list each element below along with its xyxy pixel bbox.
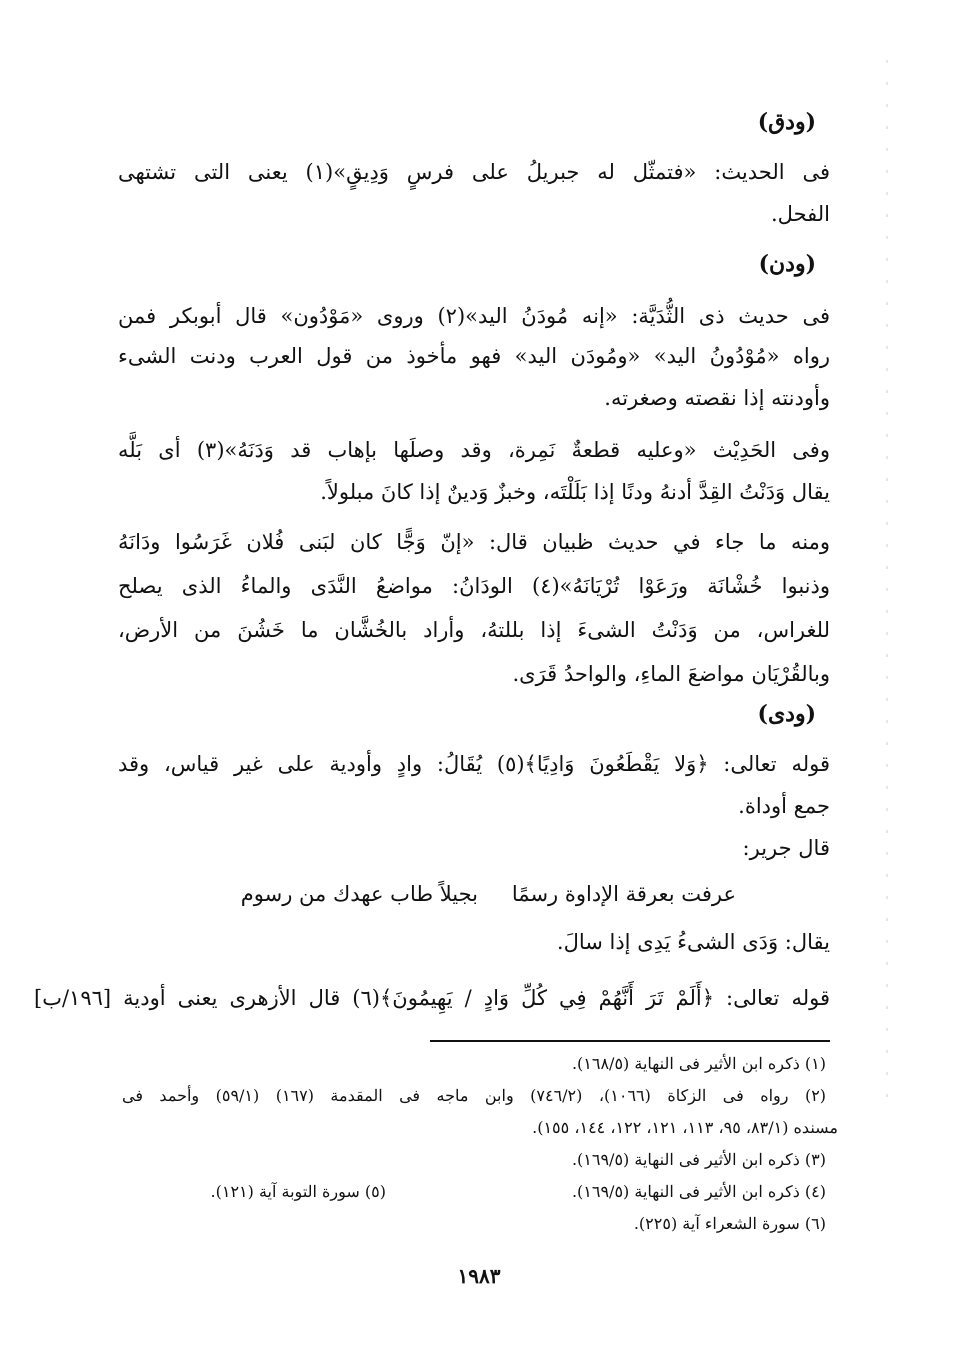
footnote-3: (٣) ذكره ابن الأثير فى النهاية (١٦٩/٥).	[571, 1150, 826, 1169]
poem-hemistich-right: عرفت بعرقة الإداوة رسمًا	[511, 882, 736, 906]
page-number: ١٩٨٣	[457, 1264, 501, 1288]
footnote-6: (٦) سورة الشعراء آية (٢٢٥).	[633, 1214, 826, 1233]
text-line: وفى الحَدِيْث «وعليه قطعةٌ نَمِرة، وقد وصلَها بإهاب قد وَدَنَهُ»(٣) أى بَلَّه	[118, 438, 830, 462]
text-line: يقال وَدَنْتُ القِدَّ أدنهُ ودنًا إذا بَلَلْتَه، وخبزٌ وَدينٌ إذا كانَ مبلولاً.	[320, 480, 830, 504]
text-line: فى الحديث: «فتمثّل له جبريلُ على فرسٍ وَدِيقٍ»(١) يعنى التى تشتهى	[118, 160, 830, 184]
text-line: رواه «مُوْدُونُ اليد» «ومُودَن اليد» فهو مأخوذ من قول العرب ودنت الشىء	[118, 344, 830, 368]
footnote-5: (٥) سورة التوبة آية (١٢١).	[210, 1182, 386, 1201]
entry-heading-wadn: (ودن)	[758, 251, 816, 277]
text-line: الفحل.	[771, 202, 830, 226]
text-line: للغراس، من وَدَنْتُ الشىءَ إذا بللتهُ، وأراد بالخُشَّان ما خَشُنَ من الأرض،	[118, 618, 830, 642]
text-line: قوله تعالى: ﴿وَلا يَقْطَعُونَ وَادِيًا﴾(٥) يُقَالُ: وادٍ وأودية على غير قياس، وقد	[118, 752, 830, 776]
text-line: وذنبوا خُشْانَة ورَعَوْا تُرْيَانَهُ»(٤) الودَانُ: مواضعُ النَّدَى والماءُ الذى يصلح	[118, 574, 830, 598]
scan-artifact	[886, 60, 888, 1100]
text-line: يقال: وَدَى الشىءُ يَدِى إذا سالَ.	[556, 930, 830, 954]
footnote-1: (١) ذكره ابن الأثير فى النهاية (١٦٨/٥).	[571, 1054, 826, 1073]
footnote-4: (٤) ذكره ابن الأثير فى النهاية (١٦٩/٥).	[571, 1182, 826, 1201]
text-line: جمع أوداة.	[738, 794, 830, 818]
entry-heading-wady: (ودى)	[757, 701, 816, 727]
text-line: قوله تعالى: ﴿أَلَمْ تَرَ أَنَّهُمْ فِي كُلِّ وَادٍ / يَهِيمُونَ﴾(٦) قال الأزهرى يعنى أودية [١٩٦/ب]	[34, 986, 830, 1010]
footnote-separator	[430, 1040, 830, 1042]
text-line: قال جرير:	[742, 836, 830, 860]
footnote-2-continued: مسنده (٨٣/١، ٩٥، ١١٣، ١٢١، ١٢٢، ١٤٤، ١٥٥).	[532, 1118, 838, 1137]
entry-heading-wadq: (ودق)	[757, 109, 816, 135]
text-line: وبالقُرْيَان مواضعَ الماءِ، والواحدُ قَرَى.	[512, 662, 830, 686]
text-line: فى حديث ذى الثُّدَيَّة: «إنه مُودَنُ اليد»(٢) وروى «مَوْدُون» قال أبوبكر فمن	[118, 304, 830, 328]
poem-hemistich-left: بجيلاً طاب عهدك من رسوم	[240, 882, 478, 906]
text-line: ومنه ما جاء في حديث ظبيان قال: «إنّ وَجًّا كان لبَنى فُلان غَرَسُوا ودَانَهُ	[118, 530, 830, 554]
footnote-2: (٢) رواه فى الزكاة (١٠٦٦)، (٧٤٦/٢) وابن ماجه فى المقدمة (١٦٧) (٥٩/١) وأحمد فى	[122, 1086, 826, 1105]
text-line: وأودنته إذا نقصته وصغرته.	[604, 386, 830, 410]
